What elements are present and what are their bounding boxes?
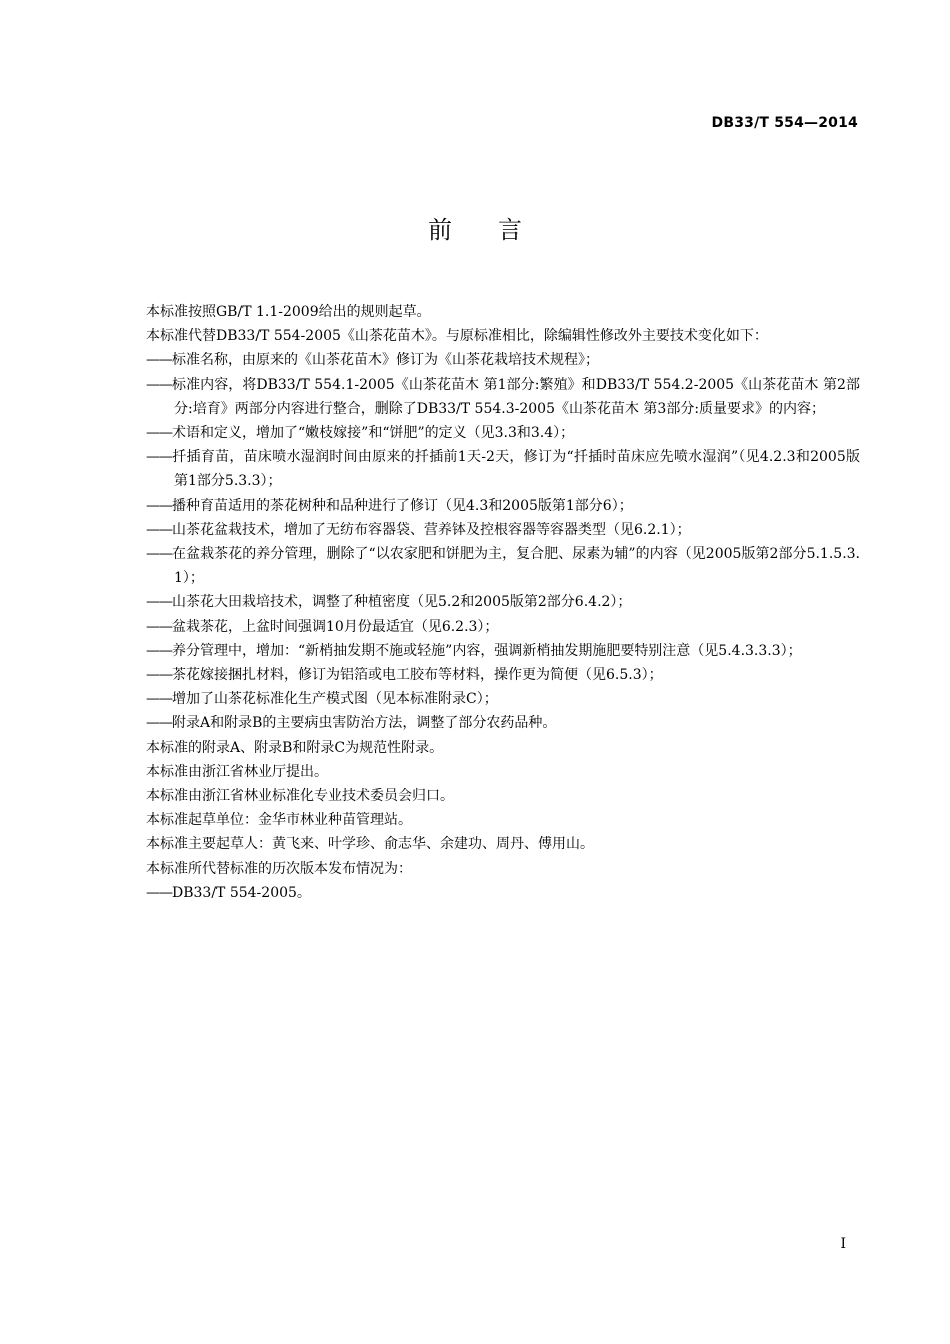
change-item-7 [146,542,860,590]
change-item-text: 增加了山茶花标准化生产模式图（见本标准附录C）； [172,691,498,708]
change-item-9 [146,615,860,639]
dash-marker: —— [146,884,172,901]
change-item-text: 在盆栽茶花的养分管理，删除了“以农家肥和饼肥为主，复合肥、尿素为辅”的内容（见2005版第2部分5.1.5.3.1）； [172,546,860,587]
dash-marker: —— [146,376,172,393]
page-number: I [840,1236,846,1252]
dash-marker: —— [146,546,172,563]
change-item-text: 茶花嫁接捆扎材料，修订为铝箔或电工胶布等材料，操作更为简便（见6.5.3）； [172,667,663,684]
dash-marker: —— [146,449,172,466]
change-item-3 [146,421,860,445]
document-code: DB33/T 554—2014 [711,115,858,131]
page-title: 前言 [428,216,568,244]
paragraph-centralized: 本标准由浙江省林业标准化专业技术委员会归口。 [146,788,454,805]
change-item-text: 山茶花盆栽技术，增加了无纺布容器袋、营养钵及控根容器等容器类型（见6.2.1）； [172,521,691,538]
paragraph-replaces: 本标准代替DB33/T 554-2005《山茶花苗木》。与原标准相比，除编辑性修改外主要技术变化如下： [146,328,768,345]
change-item-text: 标准内容，将DB33/T 554.1-2005《山茶花苗木 第1部分:繁殖》和DB33/T 554.2-2005《山茶花苗木 第2部分:培育》两部分内容进行整合，删除了DB33/T 554.3-2005《山茶花苗木 第3部分:质量要求》的内容； [172,376,860,417]
paragraph-history-intro: 本标准所代替标准的历次版本发布情况为： [146,860,412,877]
change-item-text: 山茶花大田栽培技术，调整了种植密度（见5.2和2005版第2部分6.4.2）； [172,594,632,611]
change-item-12 [146,687,860,711]
change-item-6 [146,518,860,542]
dash-marker: —— [146,642,172,659]
change-item-text: 播种育苗适用的茶花树种和品种进行了修订（见4.3和2005版第1部分6）； [172,497,633,514]
paragraph-drafters: 本标准主要起草人：黄飞来、叶学珍、俞志华、余建功、周丹、傅用山。 [146,836,594,853]
change-item-4 [146,445,860,493]
history-item-1 [146,881,860,905]
paragraph-appendices: 本标准的附录A、附录B和附录C为规范性附录。 [146,739,444,756]
paragraph-drafting-rules: 本标准按照GB/T 1.1-2009给出的规则起草。 [146,304,431,320]
history-item-text: DB33/T 554-2005。 [172,884,311,901]
change-item-5 [146,494,860,518]
change-item-13 [146,711,860,735]
dash-marker: —— [146,521,172,538]
change-item-text: 盆栽茶花，上盆时间强调10月份最适宜（见6.2.3）； [172,618,499,635]
dash-marker: —— [146,352,172,369]
dash-marker: —— [146,497,172,514]
change-item-11 [146,663,860,687]
change-item-text: 养分管理中，增加：“新梢抽发期不施或轻施”内容，强调新梢抽发期施肥要特别注意（见5.4.3.3.3）； [172,642,802,659]
change-item-text: 扦插育苗，苗床喷水湿润时间由原来的扦插前1天-2天，修订为“扦插时苗床应先喷水湿润”（见4.2.3和2005版第1部分5.3.3）； [172,449,860,490]
foreword-body [146,300,860,905]
change-item-1 [146,348,860,372]
change-item-text: 术语和定义，增加了“嫩枝嫁接”和“饼肥”的定义（见3.3和3.4）； [172,425,575,442]
change-item-2 [146,373,860,421]
paragraph-drafting-unit: 本标准起草单位：金华市林业种苗管理站。 [146,812,412,829]
change-item-text: 标准名称，由原来的《山茶花苗木》修订为《山茶花栽培技术规程》； [172,352,599,369]
paragraph-proposer: 本标准由浙江省林业厅提出。 [146,763,328,780]
change-item-10 [146,639,860,663]
dash-marker: —— [146,691,172,708]
dash-marker: —— [146,667,172,684]
dash-marker: —— [146,715,172,732]
change-item-8 [146,590,860,614]
dash-marker: —— [146,618,172,635]
dash-marker: —— [146,425,172,442]
dash-marker: —— [146,594,172,611]
change-item-text: 附录A和附录B的主要病虫害防治方法，调整了部分农药品种。 [172,715,557,732]
